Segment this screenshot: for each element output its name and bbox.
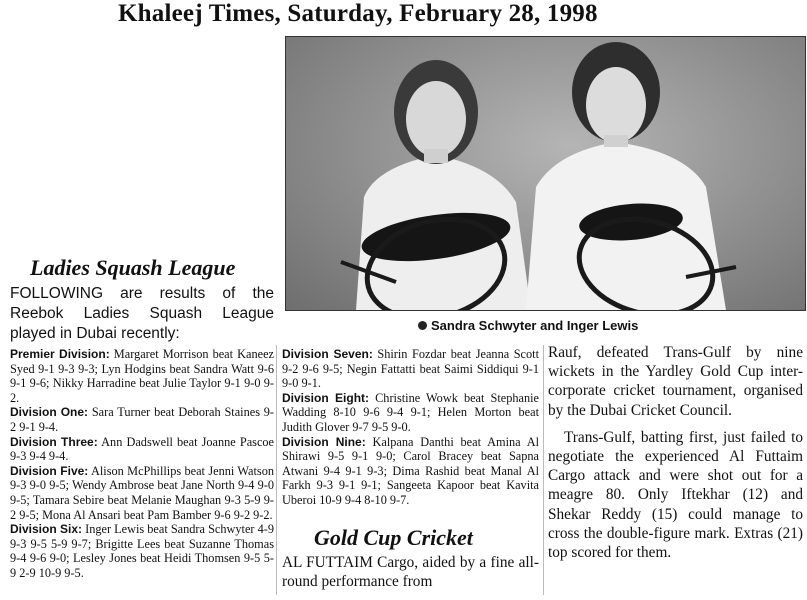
division-result — [282, 347, 539, 391]
division-result — [10, 464, 274, 522]
division-name: Division Three: — [10, 434, 98, 449]
division-result — [10, 435, 274, 464]
photo-caption-text: Sandra Schwyter and Inger Lewis — [431, 318, 639, 333]
division-result — [282, 435, 539, 508]
newspaper-masthead: Khaleej Times, Saturday, February 28, 1998 — [118, 0, 598, 27]
cricket-article-continued — [548, 343, 803, 562]
photo-illustration — [286, 37, 805, 310]
news-photo — [285, 36, 806, 311]
division-scores: Alison McPhillips beat Jenni Watson 9-3 9-0 9-5; Wendy Ambrose beat Jane North 9-4 9-0 9-5; Tamara Sebire beat Melanie Maughan 9-3 5-9 9-2 9-5; Mona Al Ansari beat Pam Bamber 9-6 9-2 9-2. — [10, 463, 274, 522]
photo-caption — [418, 318, 638, 333]
division-result — [10, 522, 274, 580]
division-scores: Margaret Morrison beat Kaneez Syed 9-1 9-3 9-3; Lyn Hodgins beat Sandra Watt 9-6 9-1 9-6; Nikky Harradine beat Julie Taylor 9-1 9-0 9-2. — [10, 347, 275, 405]
division-scores: Christine Wowk beat Stephanie Wadding 8-10 9-6 9-4 9-1; Helen Morton beat Judith Glover 9-7 9-5 9-0. — [282, 390, 539, 434]
division-name: Division Seven: — [282, 347, 373, 361]
article-paragraph: Trans-Gulf, batting first, just failed to negotiate the experienced Al Futtaim Cargo attack and were shot out for a meagre 80. Only Iftekhar (12) and Shekar Reddy (15) could manage to cross the double-figure mark. Extras (21) top scored for them. — [548, 428, 803, 562]
squash-headline: Ladies Squash League — [30, 255, 236, 280]
article-paragraph: AL FUTTAIM Cargo, aided by a fine all-round performance from — [282, 554, 539, 591]
division-result — [10, 347, 274, 405]
division-scores: Inger Lewis beat Sandra Schwyter 4-9 9-3 9-5 5-9 9-7; Brigitte Lees beat Suzanne Thomas 9-4 9-6 9-0; Lesley Jones beat Heidi Thomsen 9-5 5-9 2-9 10-9 9-5. — [10, 522, 274, 580]
article-paragraph: Rauf, defeated Trans-Gulf by nine wickets in the Yardley Gold Cup inter-corporate cricket tournament, organised by the Dubai Cricket Council. — [548, 344, 803, 419]
division-name: Division Eight: — [282, 390, 370, 405]
division-scores: Shirin Fozdar beat Jeanna Scott 9-2 9-6 9-5; Negin Fattatti beat Saimi Siddiqui 9-1 9-0 9-1. — [282, 347, 539, 391]
results-column-2 — [282, 347, 539, 508]
cricket-headline: Gold Cup Cricket — [314, 525, 473, 550]
division-result — [10, 405, 274, 434]
division-scores: Ann Dadswell beat Joanne Pascoe 9-3 9-4 9-4. — [10, 434, 275, 464]
division-name: Division One: — [10, 405, 89, 420]
column-rule — [276, 345, 277, 595]
results-column-1 — [10, 347, 274, 581]
bullet-icon — [418, 321, 427, 330]
division-name: Division Five: — [10, 463, 89, 478]
division-result — [282, 391, 539, 435]
cricket-article-start — [282, 553, 539, 591]
division-scores: Sara Turner beat Deborah Staines 9-2 9-1 9-4. — [10, 405, 275, 434]
division-name: Division Six: — [10, 522, 83, 537]
squash-intro: FOLLOWING are results of the Reebok Ladies Squash League played in Dubai recently: — [10, 285, 274, 342]
division-name: Division Nine: — [282, 434, 366, 449]
division-scores: Kalpana Danthi beat Amina Al Shirawi 9-5 9-1 9-0; Carol Bracey beat Sapna Atwani 9-4 9-1 9-3; Dima Rashid beat Manal Al Farkh 9-3 9-1 9-1; Sangeeta Kapoor beat Kavita Uberoi 10-9 9-4 8-10 9-7. — [282, 434, 539, 507]
division-name: Premier Division: — [10, 347, 110, 361]
column-rule — [543, 345, 544, 595]
